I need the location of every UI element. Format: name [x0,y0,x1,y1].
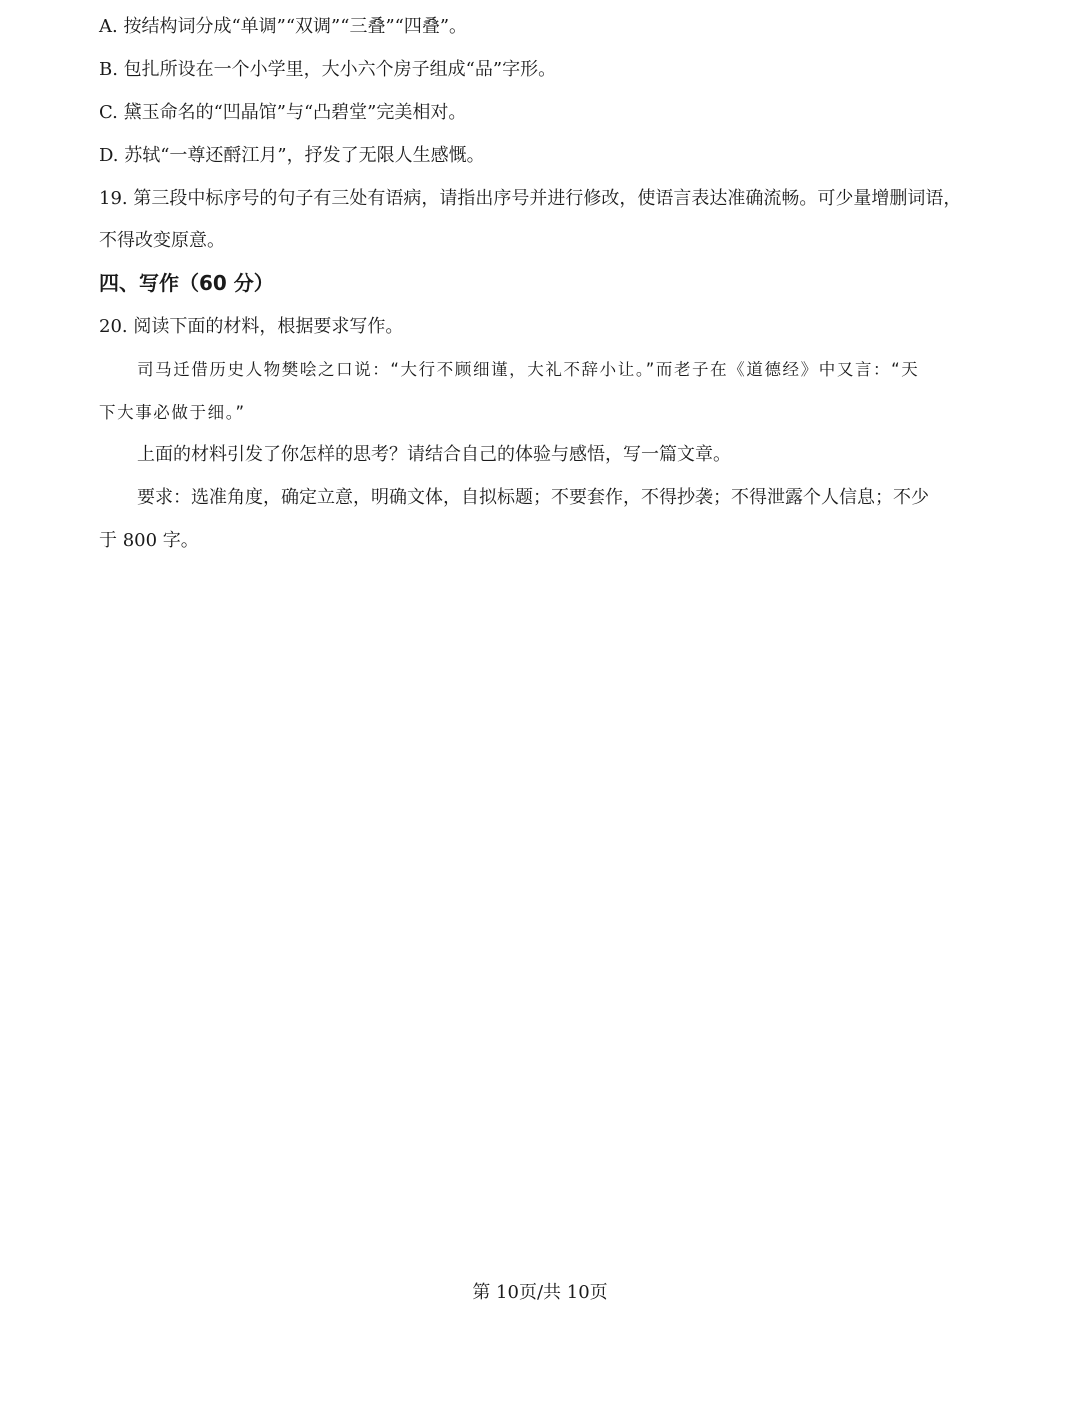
requirements-line-2: 于 800 字。 [99,530,199,551]
requirements-line-1: 要求：选准角度，确定立意，明确文体，自拟标题；不要套作，不得抄袭；不得泄露个人信息；不少 [137,487,929,508]
option-c: C. 黛玉命名的“凹晶馆”与“凸碧堂”完美相对。 [99,102,467,123]
option-d: D. 苏轼“一尊还酹江月”，抒发了无限人生感慨。 [99,145,485,166]
option-b: B. 包扎所设在一个小学里，大小六个房子组成“品”字形。 [99,59,557,80]
question-19-line-2: 不得改变原意。 [99,230,225,251]
page-footer: 第 10页/共 10页 [472,1282,608,1303]
question-19-line-1: 19. 第三段中标序号的句子有三处有语病，请指出序号并进行修改，使语言表达准确流畅。可少量增删词语， [99,188,962,209]
question-20-prompt: 20. 阅读下面的材料，根据要求写作。 [99,316,404,337]
material-line-1: 司马迁借历史人物樊哙之口说：“大行不顾细谨，大礼不辞小让。”而老子在《道德经》中又言：“天 [137,360,920,379]
section-heading-writing: 四、写作（60 分） [99,271,274,295]
writing-question: 上面的材料引发了你怎样的思考？请结合自己的体验与感悟，写一篇文章。 [137,444,731,465]
option-a: A. 按结构词分成“单调”“双调”“三叠”“四叠”。 [99,16,468,37]
material-line-2: 下大事必做于细。” [99,403,246,422]
